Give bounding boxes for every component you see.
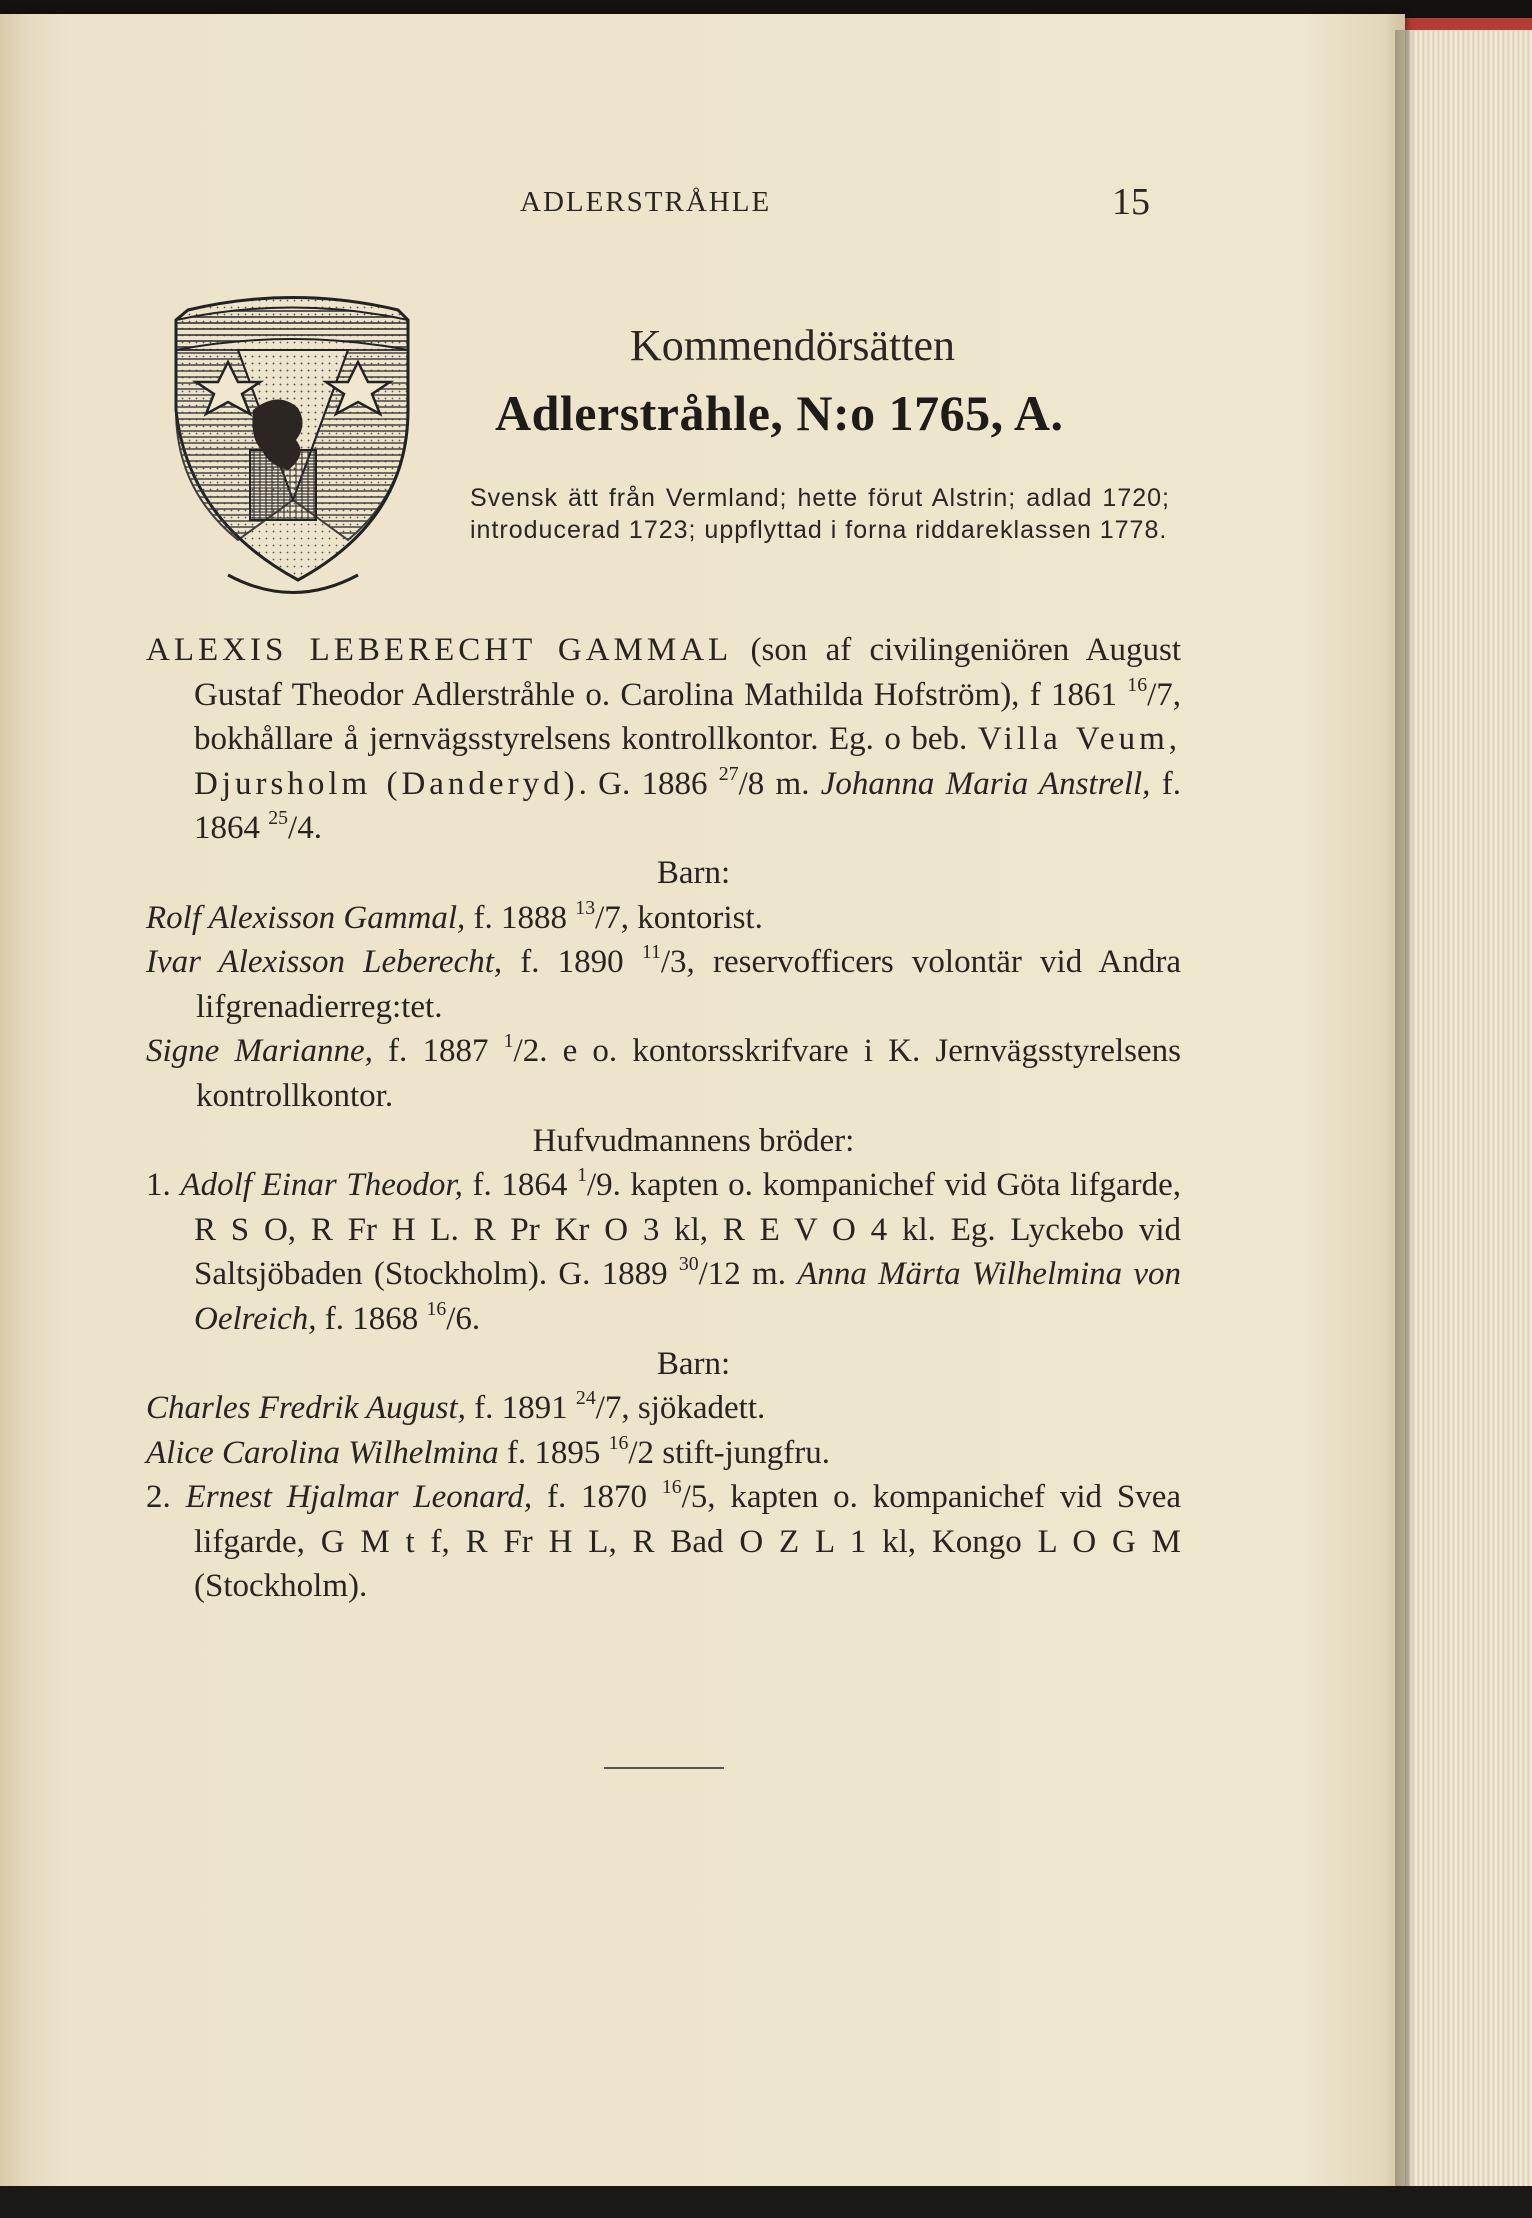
brother-sup: 30 (678, 1253, 699, 1276)
brother-sup: 16 (426, 1298, 447, 1321)
coat-of-arms-icon (158, 290, 428, 600)
child-text: f. 1891 (465, 1390, 576, 1427)
brother-text: /9. kapten o. kompanichef vid Göta lifgarde, R S O, R Fr H L. R Pr Kr O 3 kl, R E V O 4 kl. Eg. Lyckebo vid Saltsjöbaden (Stockholm). G. 1889 (194, 1167, 1182, 1293)
running-title: ADLERSTRÅHLE (520, 186, 772, 218)
brother-name: Adolf Einar Theodor, (180, 1167, 463, 1204)
family-title: Kommendörsätten (630, 321, 956, 370)
child-entry (146, 896, 1181, 941)
spouse-name: Johanna Maria Anstrell, (820, 765, 1151, 802)
bottom-scan-border (0, 2186, 1532, 2218)
child-text: f. 1890 (502, 944, 642, 981)
brother-text: f. 1864 (462, 1167, 578, 1204)
main-entry (146, 628, 1181, 851)
main-entry-name: ALEXIS LEBERECHT GAMMAL (146, 632, 733, 668)
main-entry-sup: 25 (268, 807, 289, 830)
main-entry-text: f. 1864 (194, 765, 1181, 847)
children-heading: Barn: (656, 854, 731, 891)
main-entry-text: /7, bokhållare å jernvägsstyrelsens kontrollkontor. Eg. o beb. (194, 676, 1181, 758)
page-shadow (1395, 30, 1415, 2190)
main-entry-sup: 16 (1127, 673, 1148, 696)
child-text: f. 1887 (372, 1033, 504, 1070)
child-text: /7, sjökadett. (595, 1390, 766, 1427)
brother-text: /12 m. (698, 1256, 798, 1293)
child-sup: 13 (575, 896, 596, 919)
child-name: Ivar Alexisson Leberecht, (146, 944, 503, 981)
brother-entry (146, 1475, 1181, 1609)
spouse-name: Anna Märta Wilhelmina von Oelreich, (194, 1256, 1181, 1337)
main-entry-place: Villa Veum, Djursholm (Danderyd) (194, 721, 1181, 802)
brother-sup: 1 (577, 1164, 587, 1187)
brother-text: f. 1868 (316, 1300, 427, 1337)
child-text: /2. e o. kontorsskrifvare i K. Jernvägsstyrelsens kontrollkontor. (196, 1033, 1181, 1114)
child-entry (146, 1029, 1181, 1118)
child-name: Charles Fredrik August, (146, 1390, 466, 1427)
child-sup: 24 (575, 1387, 596, 1410)
child-text: /2 stift-jungfru. (628, 1434, 831, 1471)
brother-number: 1. (146, 1167, 171, 1204)
child-entry (146, 1386, 1181, 1431)
child-name: Alice Carolina Wilhelmina (146, 1434, 499, 1471)
brother-text: /5, kapten o. kompanichef vid Svea lifgarde, G M t f, R Fr H L, R Bad O Z L 1 kl, Kongo L O G M (Stockholm). (194, 1479, 1182, 1605)
child-text: /7, kontorist. (595, 899, 763, 936)
brothers-heading: Hufvudmannens bröder: (532, 1122, 855, 1159)
child-name: Signe Marianne, (146, 1033, 373, 1070)
brother-text: f. 1870 (532, 1479, 662, 1516)
child-sup: 11 (641, 941, 661, 964)
child-sup: 16 (608, 1431, 629, 1454)
book-page-edges (1405, 30, 1532, 2190)
child-sup: 1 (503, 1030, 514, 1053)
child-name: Rolf Alexisson Gammal, (146, 899, 466, 936)
main-entry-text: . G. 1886 (578, 765, 719, 802)
family-name: Adlerstråhle, N:o 1765, A. (495, 385, 1064, 441)
child-entry (146, 940, 1181, 1029)
child-text: f. 1888 (465, 899, 576, 936)
section-divider (604, 1767, 724, 1769)
child-text: /3, reservofficers volontär vid Andra lifgrenadierreg:tet. (196, 944, 1181, 1025)
child-text: f. 1895 (498, 1434, 609, 1471)
main-entry-text: (son af civilingeniören August Gustaf Theodor Adlerstråhle o. Carolina Mathilda Hofström), f 1861 (194, 632, 1182, 713)
children-heading: Barn: (656, 1345, 731, 1382)
brother-number: 2. (146, 1479, 171, 1516)
page-number: 15 (1112, 181, 1150, 223)
family-description: Svensk ätt från Vermland; hette förut Alstrin; adlad 1720; introducerad 1723; uppflyttad i forna riddareklassen 1778. (470, 484, 1170, 544)
brother-sup: 16 (661, 1476, 682, 1499)
main-entry-text: /4. (288, 810, 322, 847)
main-entry-sup: 27 (718, 762, 739, 785)
brother-name: Ernest Hjalmar Leonard, (185, 1479, 533, 1516)
main-entry-text: /8 m. (738, 765, 821, 802)
brother-entry (146, 1163, 1181, 1341)
genealogy-text (146, 628, 1181, 1609)
brother-text: /6. (446, 1300, 481, 1337)
child-entry (146, 1431, 1181, 1476)
